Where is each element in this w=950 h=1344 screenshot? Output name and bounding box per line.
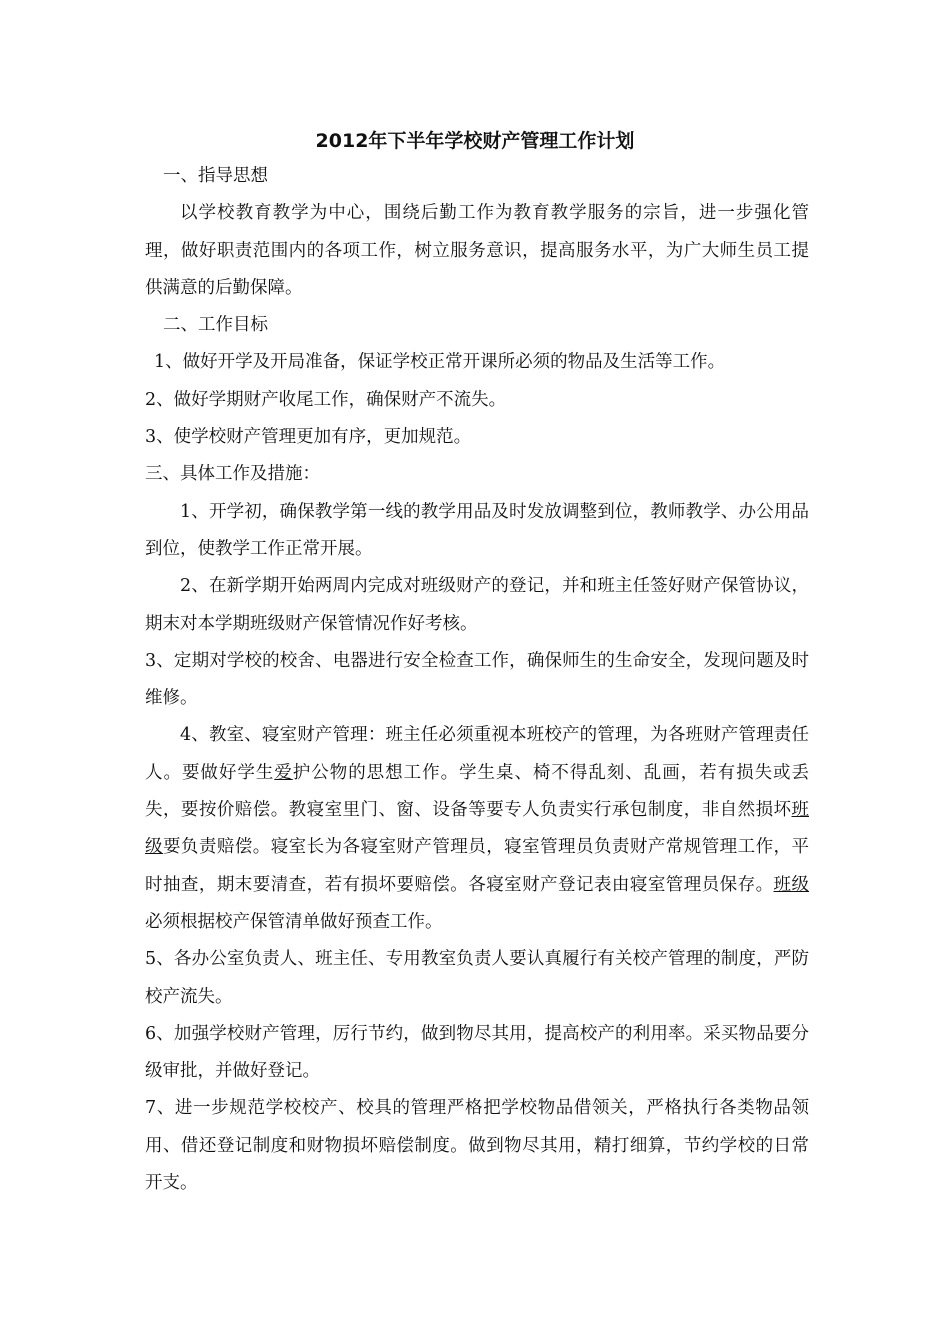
text-run: 要负责赔偿。寝室长为各寝室财产管理员，寝室管理员负责财产常规管理工作，平时抽查，期末要清查，若有损坏要赔偿。各寝室财产登记表由寝室管理员保存。 xyxy=(145,837,810,895)
list-item: 2、做好学期财产收尾工作，确保财产不流失。 xyxy=(145,389,507,410)
text-run: 4、教室、寝室财产管理：班主任必须重视本班校产的管理，为各班财产管理责任人。要做好学生 xyxy=(145,725,809,783)
list-item: 1、做好开学及开局准备，保证学校正常开课所必须的物品及生活等工作。 xyxy=(154,352,726,373)
section-heading: 二、工作目标 xyxy=(163,315,268,336)
paragraph: 以学校教育教学为中心，围绕后勤工作为教育教学服务的宗旨，进一步强化管理，做好职责范围内的各项工作，树立服务意识，提高服务水平，为广大师生员工提供满意的后勤保障。 xyxy=(145,203,809,298)
underlined-text: 爱 xyxy=(274,762,293,783)
underlined-text: 班级 xyxy=(773,874,810,895)
list-item: 7、进一步规范学校校产、校具的管理严格把学校物品借领关，严格执行各类物品领用、借还登记制度和财物损坏赔偿制度。做到物尽其用，精打细算，节约学校的日常开支。 xyxy=(145,1098,809,1194)
list-item: 3、定期对学校的校舍、电器进行安全检查工作，确保师生的生命安全，发现问题及时维修。 xyxy=(145,650,809,709)
list-item: 1、开学初，确保教学第一线的教学用品及时发放调整到位，教师教学、办公用品到位，使教学工作正常开展。 xyxy=(145,501,809,559)
list-item: 2、在新学期开始两周内完成对班级财产的登记，并和班主任签好财产保管协议，期末对本学期班级财产保管情况作好考核。 xyxy=(145,576,809,634)
list-item: 5、各办公室负责人、班主任、专用教室负责人要认真履行有关校产管理的制度，严防校产流失。 xyxy=(145,949,809,1007)
text-run: 必须根据校产保管清单做好预查工作。 xyxy=(145,911,443,932)
section-heading: 一、指导思想 xyxy=(163,166,268,186)
underlined-text: 班级 xyxy=(145,800,809,858)
text-run: 护公物的思想工作。学生桌、椅不得乱刻、乱画，若有损失或丢失，要按价赔偿。教寝室里门、窗、设备等要专人负责实行承包制度，非自然损坏 xyxy=(145,762,810,821)
document-title: 2012年下半年学校财产管理工作计划 xyxy=(315,130,635,152)
document-body xyxy=(145,158,809,1202)
list-item: 6、加强学校财产管理，厉行节约，做到物尽其用，提高校产的利用率。采买物品要分级审批，并做好登记。 xyxy=(145,1023,809,1082)
list-item: 3、使学校财产管理更加有序，更加规范。 xyxy=(145,427,472,448)
section-heading: 三、具体工作及措施： xyxy=(145,464,320,485)
list-item xyxy=(145,717,809,941)
